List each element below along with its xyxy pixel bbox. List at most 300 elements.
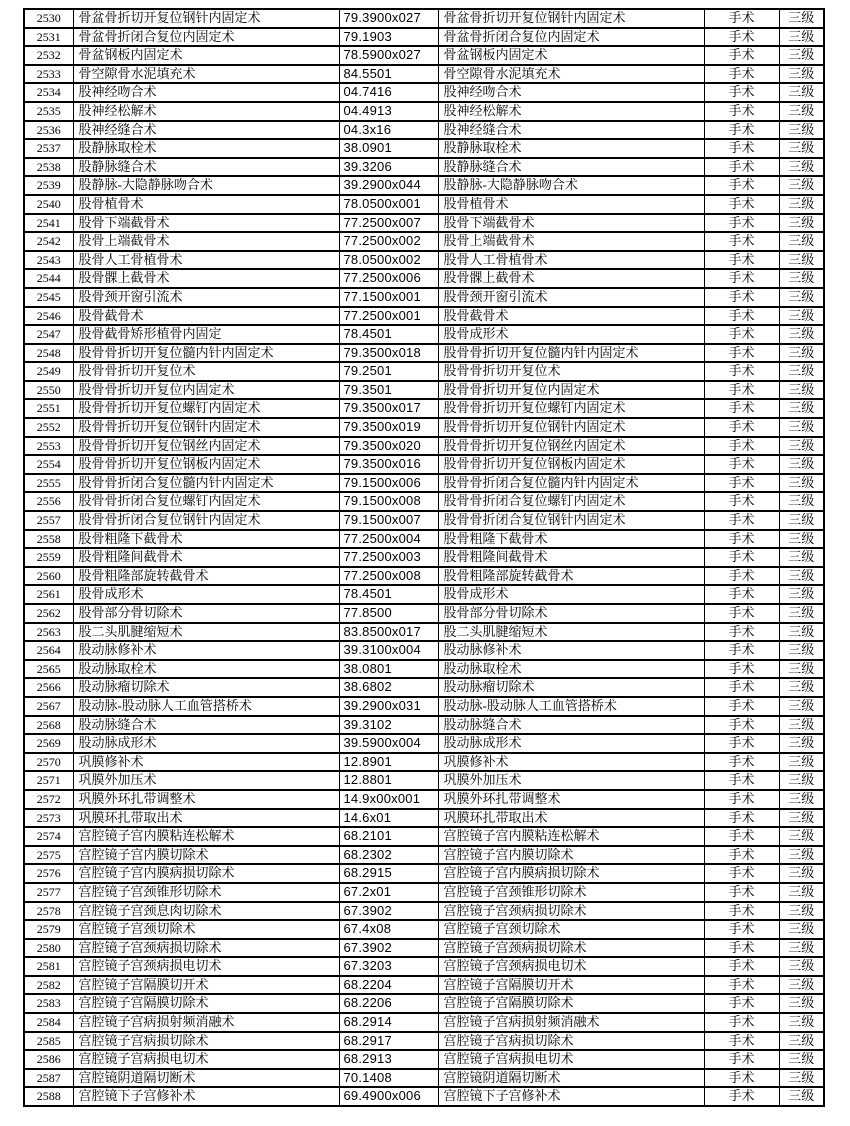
row-number-cell: 2569 <box>24 734 73 753</box>
row-number-cell: 2534 <box>24 83 73 102</box>
category-cell: 手术 <box>704 734 779 753</box>
procedure-name-cell: 股骨骨折切开复位螺钉内固定术 <box>73 399 339 418</box>
procedure-code-cell: 67.3902 <box>339 902 438 921</box>
row-number-cell: 2546 <box>24 307 73 326</box>
level-cell: 三级 <box>779 214 824 233</box>
table-row <box>24 827 824 846</box>
level-cell: 三级 <box>779 492 824 511</box>
procedure-name-cell: 股静脉缝合术 <box>73 158 339 177</box>
standard-name-cell: 宫腔镜子宫内膜病损切除术 <box>438 864 704 883</box>
level-cell: 三级 <box>779 9 824 28</box>
standard-name-cell: 股骨下端截骨术 <box>438 214 704 233</box>
category-cell: 手术 <box>704 827 779 846</box>
table-row <box>24 585 824 604</box>
category-cell: 手术 <box>704 883 779 902</box>
level-cell: 三级 <box>779 567 824 586</box>
procedure-code-cell: 68.2913 <box>339 1050 438 1069</box>
row-number-cell: 2541 <box>24 214 73 233</box>
row-number-cell: 2576 <box>24 864 73 883</box>
row-number-cell: 2538 <box>24 158 73 177</box>
row-number-cell: 2584 <box>24 1013 73 1032</box>
procedure-code-cell: 67.3203 <box>339 957 438 976</box>
row-number-cell: 2536 <box>24 121 73 140</box>
table-row <box>24 883 824 902</box>
standard-name-cell: 股骨骨折切开复位钢丝内固定术 <box>438 437 704 456</box>
standard-name-cell: 宫腔镜子宫颈锥形切除术 <box>438 883 704 902</box>
row-number-cell: 2586 <box>24 1050 73 1069</box>
procedure-code-cell: 04.3x16 <box>339 121 438 140</box>
standard-name-cell: 骨空隙骨水泥填充术 <box>438 65 704 84</box>
procedure-name-cell: 宫腔镜子宫隔膜切开术 <box>73 976 339 995</box>
table-row <box>24 753 824 772</box>
row-number-cell: 2539 <box>24 176 73 195</box>
level-cell: 三级 <box>779 716 824 735</box>
procedure-code-cell: 79.1500x008 <box>339 492 438 511</box>
procedure-name-cell: 股动脉取栓术 <box>73 660 339 679</box>
category-cell: 手术 <box>704 9 779 28</box>
procedure-name-cell: 股动脉-股动脉人工血管搭桥术 <box>73 697 339 716</box>
table-row <box>24 195 824 214</box>
level-cell: 三级 <box>779 548 824 567</box>
table-row <box>24 307 824 326</box>
procedure-code-cell: 79.3500x020 <box>339 437 438 456</box>
row-number-cell: 2552 <box>24 418 73 437</box>
procedure-code-cell: 14.9x00x001 <box>339 790 438 809</box>
level-cell: 三级 <box>779 771 824 790</box>
row-number-cell: 2530 <box>24 9 73 28</box>
procedure-name-cell: 股骨截骨术 <box>73 307 339 326</box>
category-cell: 手术 <box>704 809 779 828</box>
category-cell: 手术 <box>704 623 779 642</box>
category-cell: 手术 <box>704 939 779 958</box>
category-cell: 手术 <box>704 418 779 437</box>
row-number-cell: 2548 <box>24 344 73 363</box>
procedure-name-cell: 宫腔镜子宫颈息肉切除术 <box>73 902 339 921</box>
procedure-code-cell: 39.3206 <box>339 158 438 177</box>
standard-name-cell: 股动脉取栓术 <box>438 660 704 679</box>
standard-name-cell: 股骨粗隆间截骨术 <box>438 548 704 567</box>
procedure-code-cell: 39.3102 <box>339 716 438 735</box>
procedure-name-cell: 宫腔镜子宫颈病损切除术 <box>73 939 339 958</box>
procedure-code-cell: 77.1500x001 <box>339 288 438 307</box>
procedure-code-cell: 77.2500x001 <box>339 307 438 326</box>
category-cell: 手术 <box>704 641 779 660</box>
procedure-name-cell: 宫腔镜子宫颈切除术 <box>73 920 339 939</box>
level-cell: 三级 <box>779 920 824 939</box>
procedure-code-cell: 77.2500x004 <box>339 530 438 549</box>
category-cell: 手术 <box>704 604 779 623</box>
row-number-cell: 2585 <box>24 1032 73 1051</box>
procedure-name-cell: 巩膜修补术 <box>73 753 339 772</box>
level-cell: 三级 <box>779 734 824 753</box>
standard-name-cell: 股骨成形术 <box>438 585 704 604</box>
category-cell: 手术 <box>704 214 779 233</box>
level-cell: 三级 <box>779 511 824 530</box>
procedure-name-cell: 股骨上端截骨术 <box>73 232 339 251</box>
standard-name-cell: 巩膜环扎带取出术 <box>438 809 704 828</box>
procedure-name-cell: 股骨粗隆下截骨术 <box>73 530 339 549</box>
procedure-code-cell: 79.3501 <box>339 381 438 400</box>
row-number-cell: 2572 <box>24 790 73 809</box>
procedure-name-cell: 宫腔镜子宫颈锥形切除术 <box>73 883 339 902</box>
row-number-cell: 2581 <box>24 957 73 976</box>
table-row <box>24 976 824 995</box>
table-row <box>24 641 824 660</box>
level-cell: 三级 <box>779 195 824 214</box>
category-cell: 手术 <box>704 83 779 102</box>
procedure-name-cell: 股骨髁上截骨术 <box>73 269 339 288</box>
table-row <box>24 920 824 939</box>
level-cell: 三级 <box>779 994 824 1013</box>
procedure-code-cell: 79.3900x027 <box>339 9 438 28</box>
procedure-name-cell: 股动脉成形术 <box>73 734 339 753</box>
procedure-name-cell: 股骨骨折闭合复位钢针内固定术 <box>73 511 339 530</box>
standard-name-cell: 巩膜修补术 <box>438 753 704 772</box>
category-cell: 手术 <box>704 399 779 418</box>
category-cell: 手术 <box>704 976 779 995</box>
category-cell: 手术 <box>704 46 779 65</box>
category-cell: 手术 <box>704 139 779 158</box>
category-cell: 手术 <box>704 511 779 530</box>
category-cell: 手术 <box>704 678 779 697</box>
category-cell: 手术 <box>704 251 779 270</box>
level-cell: 三级 <box>779 139 824 158</box>
level-cell: 三级 <box>779 939 824 958</box>
standard-name-cell: 宫腔镜子宫颈病损电切术 <box>438 957 704 976</box>
procedure-code-cell: 78.0500x001 <box>339 195 438 214</box>
procedure-code-cell: 77.8500 <box>339 604 438 623</box>
standard-name-cell: 股骨颈开窗引流术 <box>438 288 704 307</box>
procedure-name-cell: 股骨骨折闭合复位髓内针内固定术 <box>73 474 339 493</box>
category-cell: 手术 <box>704 548 779 567</box>
procedure-name-cell: 巩膜外加压术 <box>73 771 339 790</box>
category-cell: 手术 <box>704 102 779 121</box>
table-row <box>24 864 824 883</box>
standard-name-cell: 宫腔镜下子宫修补术 <box>438 1087 704 1106</box>
table-row <box>24 288 824 307</box>
category-cell: 手术 <box>704 65 779 84</box>
procedure-name-cell: 股二头肌腱缩短术 <box>73 623 339 642</box>
row-number-cell: 2545 <box>24 288 73 307</box>
row-number-cell: 2562 <box>24 604 73 623</box>
row-number-cell: 2579 <box>24 920 73 939</box>
procedure-name-cell: 股骨骨折切开复位髓内针内固定术 <box>73 344 339 363</box>
table-row <box>24 9 824 28</box>
category-cell: 手术 <box>704 1050 779 1069</box>
standard-name-cell: 宫腔镜子宫颈病损切除术 <box>438 902 704 921</box>
category-cell: 手术 <box>704 362 779 381</box>
standard-name-cell: 宫腔镜子宫隔膜切除术 <box>438 994 704 1013</box>
procedure-code-cell: 38.6802 <box>339 678 438 697</box>
row-number-cell: 2575 <box>24 846 73 865</box>
level-cell: 三级 <box>779 883 824 902</box>
row-number-cell: 2547 <box>24 325 73 344</box>
procedure-name-cell: 巩膜环扎带取出术 <box>73 809 339 828</box>
standard-name-cell: 股骨骨折切开复位钢针内固定术 <box>438 418 704 437</box>
category-cell: 手术 <box>704 585 779 604</box>
category-cell: 手术 <box>704 158 779 177</box>
category-cell: 手术 <box>704 1087 779 1106</box>
standard-name-cell: 股神经松解术 <box>438 102 704 121</box>
procedure-code-cell: 78.4501 <box>339 585 438 604</box>
category-cell: 手术 <box>704 307 779 326</box>
standard-name-cell: 股动脉成形术 <box>438 734 704 753</box>
level-cell: 三级 <box>779 809 824 828</box>
row-number-cell: 2533 <box>24 65 73 84</box>
category-cell: 手术 <box>704 1032 779 1051</box>
level-cell: 三级 <box>779 846 824 865</box>
procedure-code-cell: 79.1903 <box>339 28 438 47</box>
level-cell: 三级 <box>779 585 824 604</box>
table-row <box>24 1050 824 1069</box>
standard-name-cell: 股骨部分骨切除术 <box>438 604 704 623</box>
row-number-cell: 2561 <box>24 585 73 604</box>
standard-name-cell: 宫腔镜子宫隔膜切开术 <box>438 976 704 995</box>
table-row <box>24 623 824 642</box>
category-cell: 手术 <box>704 325 779 344</box>
procedure-code-cell: 79.3500x017 <box>339 399 438 418</box>
table-row <box>24 511 824 530</box>
row-number-cell: 2540 <box>24 195 73 214</box>
level-cell: 三级 <box>779 976 824 995</box>
row-number-cell: 2568 <box>24 716 73 735</box>
level-cell: 三级 <box>779 418 824 437</box>
row-number-cell: 2556 <box>24 492 73 511</box>
procedure-name-cell: 股骨骨折切开复位钢针内固定术 <box>73 418 339 437</box>
row-number-cell: 2554 <box>24 455 73 474</box>
table-row <box>24 102 824 121</box>
row-number-cell: 2542 <box>24 232 73 251</box>
category-cell: 手术 <box>704 920 779 939</box>
procedure-code-cell: 39.2900x044 <box>339 176 438 195</box>
procedure-code-cell: 70.1408 <box>339 1069 438 1088</box>
row-number-cell: 2567 <box>24 697 73 716</box>
standard-name-cell: 宫腔镜子宫病损切除术 <box>438 1032 704 1051</box>
procedure-code-cell: 68.2204 <box>339 976 438 995</box>
procedure-code-cell: 79.3500x019 <box>339 418 438 437</box>
procedure-name-cell: 股骨粗隆部旋转截骨术 <box>73 567 339 586</box>
standard-name-cell: 股骨骨折闭合复位髓内针内固定术 <box>438 474 704 493</box>
procedure-code-cell: 84.5501 <box>339 65 438 84</box>
row-number-cell: 2563 <box>24 623 73 642</box>
level-cell: 三级 <box>779 65 824 84</box>
row-number-cell: 2555 <box>24 474 73 493</box>
level-cell: 三级 <box>779 102 824 121</box>
procedure-name-cell: 股神经松解术 <box>73 102 339 121</box>
row-number-cell: 2564 <box>24 641 73 660</box>
procedure-code-cell: 79.2501 <box>339 362 438 381</box>
table-row <box>24 548 824 567</box>
category-cell: 手术 <box>704 864 779 883</box>
row-number-cell: 2535 <box>24 102 73 121</box>
standard-name-cell: 股神经吻合术 <box>438 83 704 102</box>
procedure-code-cell: 83.8500x017 <box>339 623 438 642</box>
table-row <box>24 939 824 958</box>
category-cell: 手术 <box>704 288 779 307</box>
procedure-code-cell: 77.2500x006 <box>339 269 438 288</box>
table-row <box>24 809 824 828</box>
table-row <box>24 846 824 865</box>
level-cell: 三级 <box>779 1087 824 1106</box>
procedure-name-cell: 骨盆钢板内固定术 <box>73 46 339 65</box>
table-row <box>24 83 824 102</box>
row-number-cell: 2582 <box>24 976 73 995</box>
table-row <box>24 121 824 140</box>
procedure-code-cell: 38.0801 <box>339 660 438 679</box>
level-cell: 三级 <box>779 1069 824 1088</box>
standard-name-cell: 宫腔镜阴道隔切断术 <box>438 1069 704 1088</box>
procedure-name-cell: 股骨人工骨植骨术 <box>73 251 339 270</box>
procedure-name-cell: 股动脉缝合术 <box>73 716 339 735</box>
procedure-code-cell: 04.7416 <box>339 83 438 102</box>
row-number-cell: 2570 <box>24 753 73 772</box>
table-row <box>24 734 824 753</box>
row-number-cell: 2578 <box>24 902 73 921</box>
level-cell: 三级 <box>779 623 824 642</box>
table-row <box>24 176 824 195</box>
table-row <box>24 437 824 456</box>
row-number-cell: 2571 <box>24 771 73 790</box>
table-row <box>24 530 824 549</box>
table-row <box>24 474 824 493</box>
table-row <box>24 902 824 921</box>
level-cell: 三级 <box>779 1050 824 1069</box>
level-cell: 三级 <box>779 307 824 326</box>
category-cell: 手术 <box>704 232 779 251</box>
category-cell: 手术 <box>704 957 779 976</box>
procedure-code-cell: 68.2914 <box>339 1013 438 1032</box>
level-cell: 三级 <box>779 28 824 47</box>
row-number-cell: 2558 <box>24 530 73 549</box>
procedure-code-cell: 12.8801 <box>339 771 438 790</box>
level-cell: 三级 <box>779 697 824 716</box>
row-number-cell: 2531 <box>24 28 73 47</box>
category-cell: 手术 <box>704 492 779 511</box>
row-number-cell: 2587 <box>24 1069 73 1088</box>
standard-name-cell: 股静脉缝合术 <box>438 158 704 177</box>
procedure-name-cell: 宫腔镜子宫病损电切术 <box>73 1050 339 1069</box>
level-cell: 三级 <box>779 604 824 623</box>
row-number-cell: 2560 <box>24 567 73 586</box>
row-number-cell: 2543 <box>24 251 73 270</box>
procedure-name-cell: 股静脉取栓术 <box>73 139 339 158</box>
table-row <box>24 232 824 251</box>
level-cell: 三级 <box>779 474 824 493</box>
procedure-code-cell: 78.4501 <box>339 325 438 344</box>
table-row <box>24 697 824 716</box>
procedure-code-cell: 67.3902 <box>339 939 438 958</box>
standard-name-cell: 股骨成形术 <box>438 325 704 344</box>
standard-name-cell: 股骨骨折切开复位螺钉内固定术 <box>438 399 704 418</box>
procedure-name-cell: 宫腔镜子宫病损射频消融术 <box>73 1013 339 1032</box>
table-row <box>24 251 824 270</box>
standard-name-cell: 股骨骨折切开复位内固定术 <box>438 381 704 400</box>
procedure-code-cell: 68.2101 <box>339 827 438 846</box>
procedure-name-cell: 股骨植骨术 <box>73 195 339 214</box>
row-number-cell: 2588 <box>24 1087 73 1106</box>
standard-name-cell: 股骨髁上截骨术 <box>438 269 704 288</box>
standard-name-cell: 宫腔镜子宫内膜粘连松解术 <box>438 827 704 846</box>
standard-name-cell: 股动脉缝合术 <box>438 716 704 735</box>
standard-name-cell: 宫腔镜子宫颈病损切除术 <box>438 939 704 958</box>
table-row <box>24 1087 824 1106</box>
row-number-cell: 2580 <box>24 939 73 958</box>
level-cell: 三级 <box>779 288 824 307</box>
level-cell: 三级 <box>779 678 824 697</box>
category-cell: 手术 <box>704 195 779 214</box>
procedure-name-cell: 股骨下端截骨术 <box>73 214 339 233</box>
table-row <box>24 214 824 233</box>
row-number-cell: 2544 <box>24 269 73 288</box>
procedure-name-cell: 股动脉修补术 <box>73 641 339 660</box>
standard-name-cell: 股骨骨折闭合复位钢针内固定术 <box>438 511 704 530</box>
level-cell: 三级 <box>779 176 824 195</box>
procedure-name-cell: 宫腔镜子宫内膜粘连松解术 <box>73 827 339 846</box>
category-cell: 手术 <box>704 1069 779 1088</box>
standard-name-cell: 骨盆骨折切开复位钢针内固定术 <box>438 9 704 28</box>
procedure-name-cell: 股骨粗隆间截骨术 <box>73 548 339 567</box>
procedure-name-cell: 宫腔镜子宫内膜病损切除术 <box>73 864 339 883</box>
procedure-name-cell: 骨空隙骨水泥填充术 <box>73 65 339 84</box>
procedure-name-cell: 宫腔镜下子宫修补术 <box>73 1087 339 1106</box>
category-cell: 手术 <box>704 269 779 288</box>
procedure-name-cell: 股骨骨折切开复位内固定术 <box>73 381 339 400</box>
table-row <box>24 994 824 1013</box>
row-number-cell: 2553 <box>24 437 73 456</box>
level-cell: 三级 <box>779 251 824 270</box>
table-row <box>24 325 824 344</box>
category-cell: 手术 <box>704 753 779 772</box>
category-cell: 手术 <box>704 846 779 865</box>
level-cell: 三级 <box>779 121 824 140</box>
table-row <box>24 362 824 381</box>
procedure-name-cell: 股神经缝合术 <box>73 121 339 140</box>
procedure-code-cell: 04.4913 <box>339 102 438 121</box>
category-cell: 手术 <box>704 381 779 400</box>
category-cell: 手术 <box>704 344 779 363</box>
table-row <box>24 604 824 623</box>
category-cell: 手术 <box>704 121 779 140</box>
category-cell: 手术 <box>704 771 779 790</box>
procedure-name-cell: 巩膜外环扎带调整术 <box>73 790 339 809</box>
category-cell: 手术 <box>704 176 779 195</box>
level-cell: 三级 <box>779 455 824 474</box>
standard-name-cell: 股静脉-大隐静脉吻合术 <box>438 176 704 195</box>
table-row <box>24 492 824 511</box>
standard-name-cell: 宫腔镜子宫内膜切除术 <box>438 846 704 865</box>
procedure-name-cell: 股动脉瘤切除术 <box>73 678 339 697</box>
row-number-cell: 2557 <box>24 511 73 530</box>
level-cell: 三级 <box>779 530 824 549</box>
standard-name-cell: 股神经缝合术 <box>438 121 704 140</box>
table-row <box>24 716 824 735</box>
category-cell: 手术 <box>704 1013 779 1032</box>
category-cell: 手术 <box>704 474 779 493</box>
table-row <box>24 771 824 790</box>
level-cell: 三级 <box>779 232 824 251</box>
row-number-cell: 2573 <box>24 809 73 828</box>
row-number-cell: 2577 <box>24 883 73 902</box>
standard-name-cell: 宫腔镜子宫病损射频消融术 <box>438 1013 704 1032</box>
standard-name-cell: 骨盆骨折闭合复位内固定术 <box>438 28 704 47</box>
level-cell: 三级 <box>779 399 824 418</box>
procedure-name-cell: 骨盆骨折切开复位钢针内固定术 <box>73 9 339 28</box>
standard-name-cell: 宫腔镜子宫颈切除术 <box>438 920 704 939</box>
table-row <box>24 269 824 288</box>
level-cell: 三级 <box>779 158 824 177</box>
level-cell: 三级 <box>779 344 824 363</box>
table-row <box>24 418 824 437</box>
